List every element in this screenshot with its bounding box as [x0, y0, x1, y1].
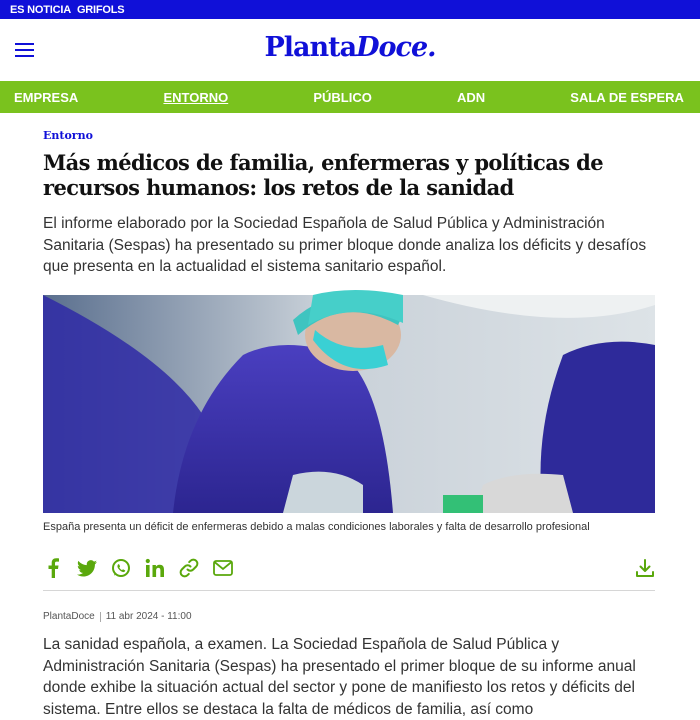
article-photo: [43, 295, 655, 513]
article-meta: [43, 611, 192, 622]
link-icon[interactable]: [179, 558, 199, 578]
main-nav: [0, 81, 700, 113]
site-header: [0, 19, 700, 81]
article-body: La sanidad española, a examen. La Sociedad Española de Salud Pública y Administración Sanitaria (Sespas) ha presentado el primer bloque de su informe anual donde exhibe la situación actual del sector y pone de manifiesto los retos y déficits del sistema. Entre ellos se destaca la falta de médicos de familia, así como: [43, 636, 636, 718]
nav-item-sala-de-espera[interactable]: SALA DE ESPERA: [570, 89, 684, 105]
linkedin-icon[interactable]: [145, 558, 165, 578]
nav-item-publico[interactable]: PÚBLICO: [313, 89, 372, 105]
article-divider: [43, 590, 655, 591]
nav-item-empresa[interactable]: EMPRESA: [14, 89, 79, 105]
photo-caption: España presenta un déficit de enfermeras debido a malas condiciones laborales y falta de desarrollo profesional: [43, 521, 590, 533]
article-title: Más médicos de familia, enfermeras y políticas de recursos humanos: los retos de la sanidad: [43, 150, 604, 200]
twitter-icon[interactable]: [77, 558, 97, 578]
facebook-icon[interactable]: [43, 558, 63, 578]
article-author: PlantaDoce: [43, 611, 95, 622]
meta-separator: [100, 612, 101, 622]
article-date: 11 abr 2024 - 11:00: [105, 611, 192, 622]
nav-item-adn[interactable]: ADN: [456, 89, 486, 105]
topbar-link-grifols[interactable]: GRIFOLS: [76, 3, 125, 16]
share-bar: [43, 556, 655, 580]
article-lead: El informe elaborado por la Sociedad Española de Salud Pública y Administración Sanitaria (Sespas) ha presentado su primer bloque donde analiza los déficits y desafíos que presenta en la actualidad el sistema sanitario español.: [43, 215, 647, 275]
email-icon[interactable]: [213, 558, 233, 578]
section-label[interactable]: Entorno: [43, 129, 93, 142]
nav-item-entorno[interactable]: ENTORNO: [163, 89, 229, 105]
download-icon[interactable]: [635, 558, 655, 578]
whatsapp-icon[interactable]: [111, 558, 131, 578]
topbar-label: ES NOTICIA: [10, 3, 71, 16]
top-bar: [0, 0, 700, 19]
site-logo[interactable]: PlantaDoce.: [264, 32, 436, 63]
